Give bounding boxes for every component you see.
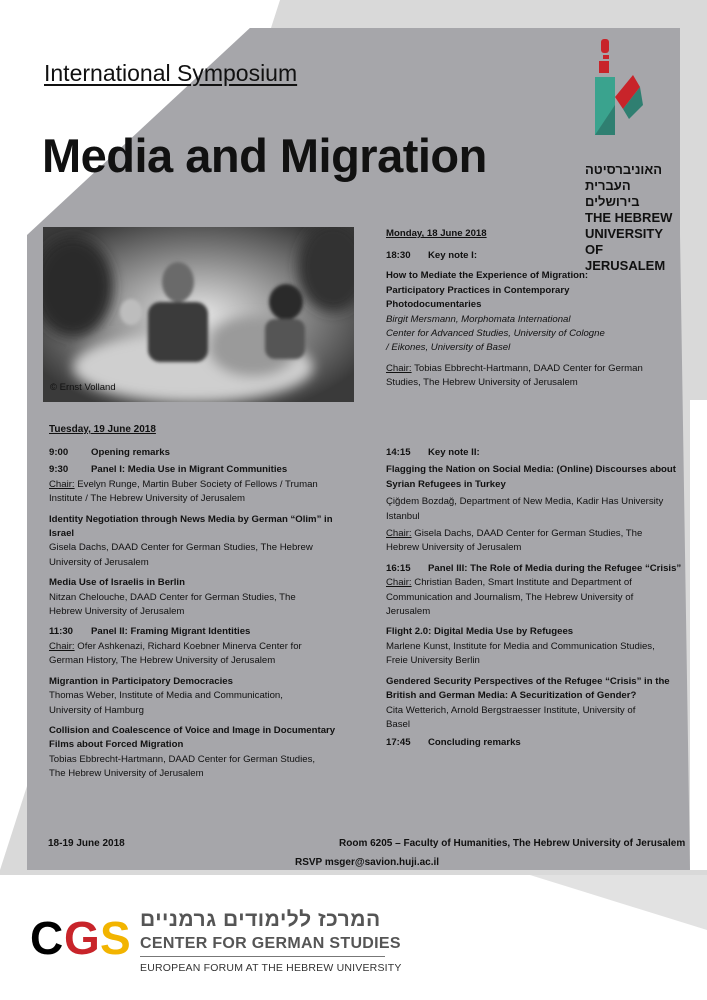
talk2-title: Media Use of Israelis in Berlin xyxy=(49,577,185,589)
keynote1-title-line: How to Mediate the Experience of Migration: xyxy=(386,270,589,282)
chair-label: Chair: xyxy=(386,362,412,374)
keynote1-speaker-line: Birgit Mersmann, Morphomata International xyxy=(386,313,571,325)
keynote1-speaker-line: / Eikones, University of Basel xyxy=(386,342,511,354)
talk2-speaker xyxy=(49,591,369,620)
monday-date: Monday, 18 June 2018 xyxy=(386,228,487,239)
white-lower-right xyxy=(690,400,707,870)
chair-text: Christian Baden, Smart Institute and Department of xyxy=(411,577,632,589)
chair-text: Gisela Dachs, DAAD Center for German Studies, The xyxy=(411,528,643,540)
panel2-chair xyxy=(49,640,369,669)
tuesday-date: Tuesday, 19 June 2018 xyxy=(49,424,156,435)
panel1-time: 9:30 xyxy=(49,464,69,476)
hebrew-university-logo xyxy=(585,35,685,273)
chair-label: Chair: xyxy=(386,577,412,589)
speaker-line: University of Hamburg xyxy=(49,704,144,716)
university-emblem-icon xyxy=(585,35,645,145)
chair-text: Ofer Ashkenazi, Richard Koebner Minerva Center for xyxy=(74,640,302,652)
keynote1-speaker-line: Center for Advanced Studies, University of Cologne xyxy=(386,328,605,340)
talk-title-line: Flagging the Nation on Social Media: (Online) Discourses about xyxy=(386,464,676,476)
chair-text: Communication and Journalism, The Hebrew University of xyxy=(386,591,634,603)
talk3-title: Migrantion in Participatory Democracies xyxy=(49,675,233,687)
talk-title-line: Collision and Coalescence of Voice and Image in Documentary xyxy=(49,724,336,736)
tuesday-schedule-left xyxy=(49,446,369,782)
speaker-line: Basel xyxy=(386,718,410,730)
cgs-divider xyxy=(140,956,385,957)
keynote2-title xyxy=(386,463,691,492)
chair-text: Tobias Ebbrecht-Hartmann, DAAD Center for German xyxy=(411,362,643,374)
talk-title-line: Films about Forced Migration xyxy=(49,739,184,751)
svg-text:C: C xyxy=(30,914,64,964)
cgs-logo xyxy=(30,914,135,969)
panel1-row xyxy=(49,463,369,477)
talk5-speaker xyxy=(386,640,691,669)
speaker-line: Marlene Kunst, Institute for Media and Communication Studies, xyxy=(386,640,655,652)
panel2-time: 11:30 xyxy=(49,626,74,638)
page-title: Media and Migration xyxy=(42,129,487,182)
university-english-line-1: THE HEBREW xyxy=(585,210,673,225)
svg-text:G: G xyxy=(64,914,100,964)
talk-title-line: Syrian Refugees in Turkey xyxy=(386,478,506,490)
closing-label: Concluding remarks xyxy=(428,737,521,749)
speaker-line: The Hebrew University of Jerusalem xyxy=(49,768,204,780)
cgs-hebrew-name: המרכז ללימודים גרמניים xyxy=(140,908,381,931)
keynote2-label: Key note II: xyxy=(428,447,480,458)
panel3-time: 16:15 xyxy=(386,562,411,574)
panel1-chair xyxy=(49,478,369,507)
speaker-line: Hebrew University of Jerusalem xyxy=(49,606,185,618)
photo-image xyxy=(43,227,354,402)
footer-rsvp[interactable]: RSVP msger@savion.huji.ac.il xyxy=(295,857,440,868)
talk3-speaker xyxy=(49,689,369,718)
chair-label: Chair: xyxy=(49,478,75,490)
chair-text: Jerusalem xyxy=(386,606,431,618)
panel1-label: Panel I: Media Use in Migrant Communities xyxy=(91,464,288,476)
closing-time: 17:45 xyxy=(386,737,411,749)
speaker-line: University of Jerusalem xyxy=(49,556,149,568)
speaker-line: Gisela Dachs, DAAD Center for German Studies, The Hebrew xyxy=(49,542,313,554)
footer-dates: 18-19 June 2018 xyxy=(48,838,125,849)
chair-text: Evelyn Runge, Martin Buber Society of Fellows / Truman xyxy=(74,478,318,490)
opening-time: 9:00 xyxy=(49,447,69,458)
talk-title-line: Gendered Security Perspectives of the Refugee “Crisis” in the xyxy=(386,675,670,687)
photo-credit: © Ernst Volland xyxy=(50,382,116,393)
chair-text: German History, The Hebrew University of Jerusalem xyxy=(49,655,276,667)
cgs-english-name: CENTER FOR GERMAN STUDIES xyxy=(140,935,401,952)
speaker-line: Nitzan Chelouche, DAAD Center for German Studies, The xyxy=(49,591,296,603)
speaker-line: Çiğdem Bozdağ, Department of New Media, Kadir Has University xyxy=(386,496,664,508)
talk-title-line: British and German Media: A Securitization of Gender? xyxy=(386,690,637,702)
university-english-line-3: OF JERUSALEM xyxy=(585,242,666,273)
university-hebrew-line-3: בירושלים xyxy=(585,194,640,209)
university-english-line-2: UNIVERSITY xyxy=(585,226,664,241)
keynote2-row xyxy=(386,446,691,460)
panel2-row xyxy=(49,625,369,639)
event-photo xyxy=(43,227,354,402)
speaker-line: Thomas Weber, Institute of Media and Communication, xyxy=(49,690,283,702)
opening-row xyxy=(49,446,369,460)
keynote1-time: 18:30 xyxy=(386,250,411,261)
keynote2-time: 14:15 xyxy=(386,447,411,458)
talk1-title xyxy=(49,513,369,542)
speaker-line: Cita Wetterich, Arnold Bergstraesser Institute, University of xyxy=(386,704,636,716)
opening-label: Opening remarks xyxy=(91,447,170,458)
keynote1-title-line: Photodocumentaries xyxy=(386,299,482,311)
panel2-label: Panel II: Framing Migrant Identities xyxy=(91,626,251,638)
keynote1-chair xyxy=(386,362,686,391)
keynote1-title xyxy=(386,269,686,312)
cgs-logo-icon xyxy=(30,914,135,964)
speaker-line: Freie University Berlin xyxy=(386,655,480,667)
university-hebrew-line-1: האוניברסיטה xyxy=(585,162,662,177)
chair-text: Hebrew University of Jerusalem xyxy=(386,542,522,554)
tuesday-schedule-right xyxy=(386,446,691,751)
panel3-label: Panel III: The Role of Media during the Refugee “Crisis” xyxy=(428,562,682,574)
chair-label: Chair: xyxy=(49,640,75,652)
chair-text: Institute / The Hebrew University of Jerusalem xyxy=(49,493,246,505)
speaker-line: Istanbul xyxy=(386,510,420,522)
monday-schedule xyxy=(386,249,686,391)
keynote1-row xyxy=(386,249,686,263)
panel3-row xyxy=(386,562,691,576)
keynote2-chair xyxy=(386,527,691,556)
talk-title-line: Israel xyxy=(49,528,75,540)
cgs-subtitle: EUROPEAN FORUM AT THE HEBREW UNIVERSITY xyxy=(140,962,402,974)
talk4-speaker xyxy=(49,753,369,782)
talk4-title xyxy=(49,724,369,753)
speaker-line: Tobias Ebbrecht-Hartmann, DAAD Center for German Studies, xyxy=(49,753,316,765)
keynote1-label: Key note I: xyxy=(428,250,478,261)
chair-text: Studies, The Hebrew University of Jerusalem xyxy=(386,377,578,389)
svg-text:S: S xyxy=(100,914,131,964)
symposium-label: International Symposium xyxy=(44,60,298,86)
talk6-title xyxy=(386,675,691,704)
talk1-speaker xyxy=(49,541,369,570)
footer-room: Room 6205 – Faculty of Humanities, The Hebrew University of Jerusalem xyxy=(339,838,686,849)
university-hebrew-line-2: העברית xyxy=(585,178,631,193)
chair-label: Chair: xyxy=(386,528,412,540)
talk5-title: Flight 2.0: Digital Media Use by Refugees xyxy=(386,626,574,638)
keynote2-speaker xyxy=(386,495,691,524)
closing-row xyxy=(386,736,691,750)
talk-title-line: Identity Negotiation through News Media by German “Olim” in xyxy=(49,513,333,525)
keynote1-title-line: Participatory Practices in Contemporary xyxy=(386,284,570,296)
keynote1-speaker xyxy=(386,313,686,356)
talk6-speaker xyxy=(386,704,691,733)
panel3-chair xyxy=(386,576,691,619)
